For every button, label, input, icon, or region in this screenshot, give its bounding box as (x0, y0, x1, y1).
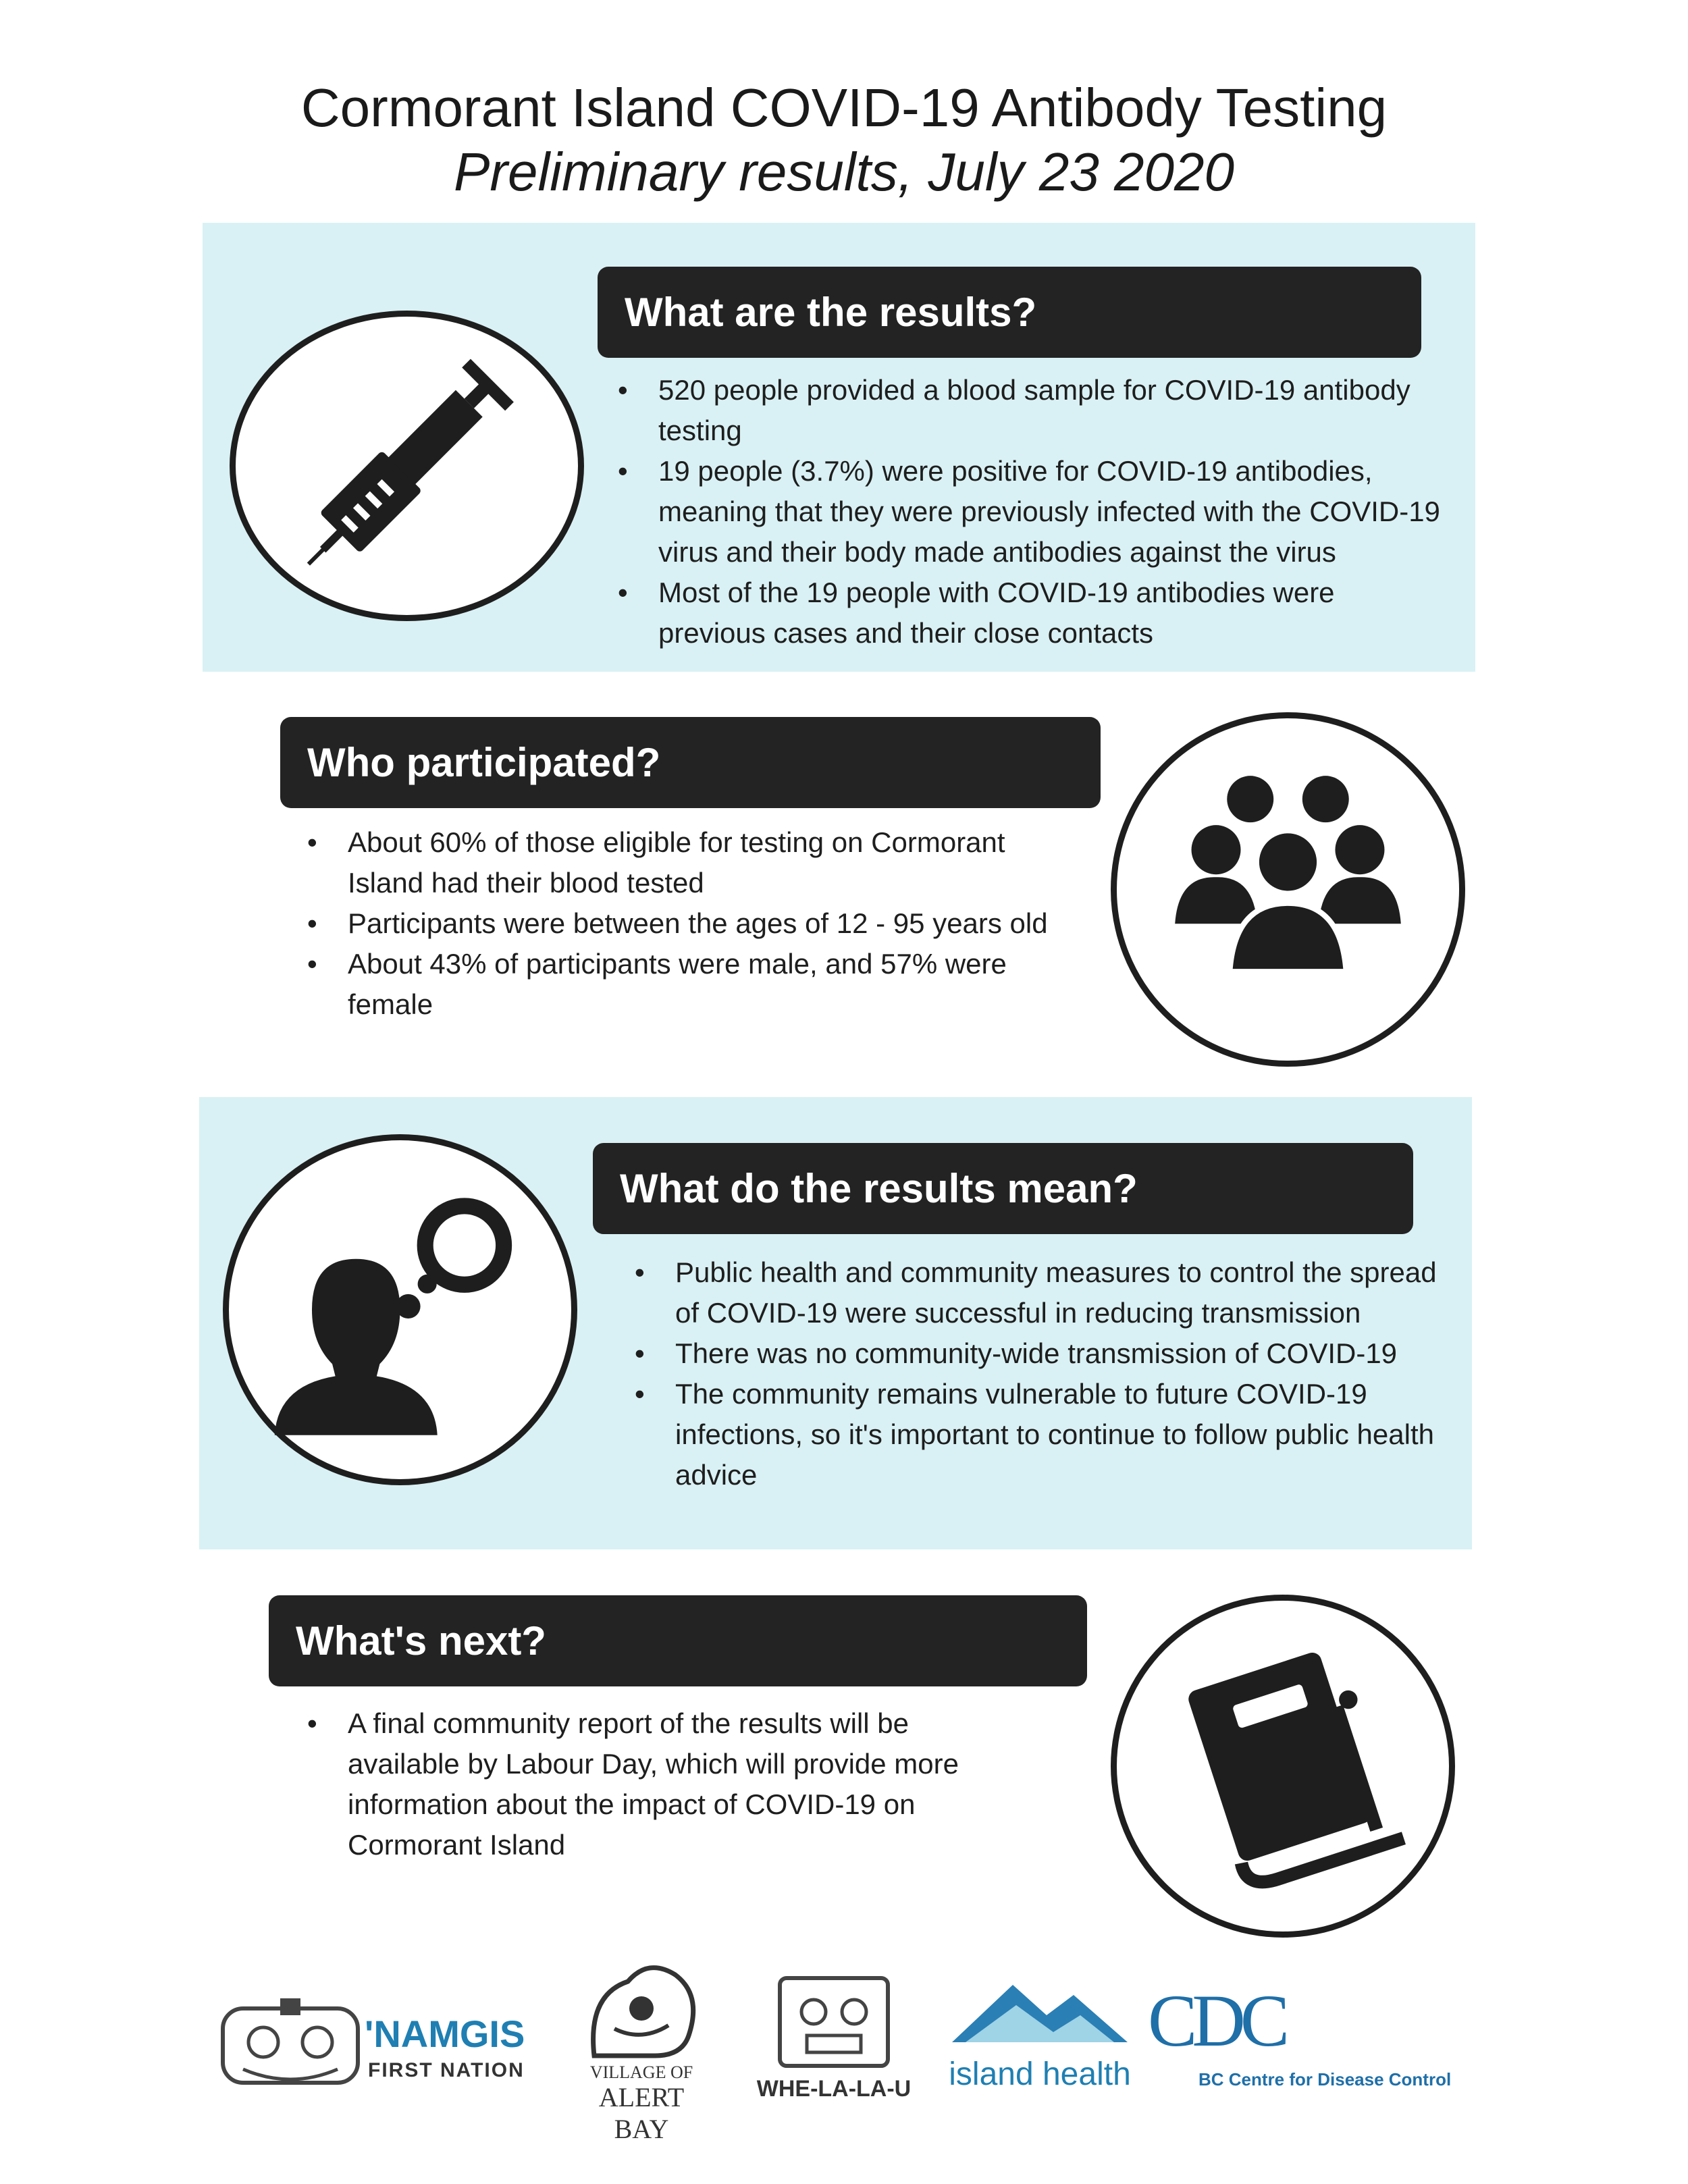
whe-la-la-u-crest-icon (766, 1971, 901, 2073)
alert-bay-logo (567, 1954, 716, 2144)
alert-bay-emblem-icon (567, 1954, 716, 2062)
whe-la-la-u-name: WHE-LA-LA-U (756, 2076, 912, 2102)
next-heading: What's next? (269, 1595, 1087, 1686)
bccdc-logo (1148, 1978, 1472, 2100)
list-item: • There was no community-wide transmission of COVID-19 (635, 1333, 1455, 1374)
meaning-list (635, 1252, 1455, 1495)
next-list (307, 1703, 989, 1865)
results-list (618, 370, 1448, 654)
results-heading: What are the results? (598, 267, 1421, 358)
namgis-name: 'NAMGIS (365, 2013, 525, 2055)
list-item: • 520 people provided a blood sample for COVID-19 antibody testing (618, 370, 1448, 451)
list-item: • The community remains vulnerable to future COVID-19 infections, so it's important to continue to follow public health advice (635, 1374, 1455, 1495)
list-item: • 19 people (3.7%) were positive for COVID-19 antibodies, meaning that they were previously infected with the COVID-19 virus and their body made antibodies against the virus (618, 451, 1448, 572)
list-item: • About 43% of participants were male, and 57% were female (307, 944, 1057, 1025)
page-subtitle: Preliminary results, July 23 2020 (453, 142, 1235, 202)
list-item: • Participants were between the ages of 12 - 95 years old (307, 903, 1057, 944)
participants-heading: Who participated? (280, 717, 1101, 808)
list-item: • Public health and community measures to control the spread of COVID-19 were successful in reducing transmission (635, 1252, 1455, 1333)
people-group-icon (1117, 718, 1459, 1061)
meaning-heading: What do the results mean? (593, 1143, 1413, 1234)
namgis-sub: FIRST NATION (368, 2059, 525, 2081)
list-item: • About 60% of those eligible for testing on Cormorant Island had their blood tested (307, 822, 1057, 903)
syringe-circle (230, 311, 584, 621)
whe-la-la-u-logo (746, 1971, 922, 2120)
participants-list (307, 822, 1057, 1025)
bccdc-name: BC Centre for Disease Control (1198, 2069, 1452, 2089)
island-health-name: island health (949, 2056, 1131, 2092)
page-title: Cormorant Island COVID-19 Antibody Testing (300, 78, 1388, 138)
namgis-crest-icon (216, 1995, 365, 2096)
list-item: • Most of the 19 people with COVID-19 antibodies were previous cases and their close contacts (618, 572, 1448, 654)
people-circle (1111, 712, 1465, 1067)
list-item: • A final community report of the results will be available by Labour Day, which will provide more information about the impact of COVID-19 on Cormorant Island (307, 1703, 989, 1865)
namgis-logo (216, 1988, 533, 2110)
thinking-circle (223, 1134, 577, 1485)
mountains-icon (952, 1975, 1128, 2049)
thinking-person-icon (229, 1140, 571, 1479)
island-health-logo (945, 1975, 1134, 2110)
book-icon (1117, 1601, 1449, 1932)
alert-bay-line1: VILLAGE OF (589, 2062, 693, 2082)
book-circle (1111, 1595, 1455, 1938)
alert-bay-line2: ALERT BAY (598, 2082, 685, 2144)
syringe-icon (236, 317, 578, 615)
cdc-mark: CDC (1148, 1979, 1285, 2062)
